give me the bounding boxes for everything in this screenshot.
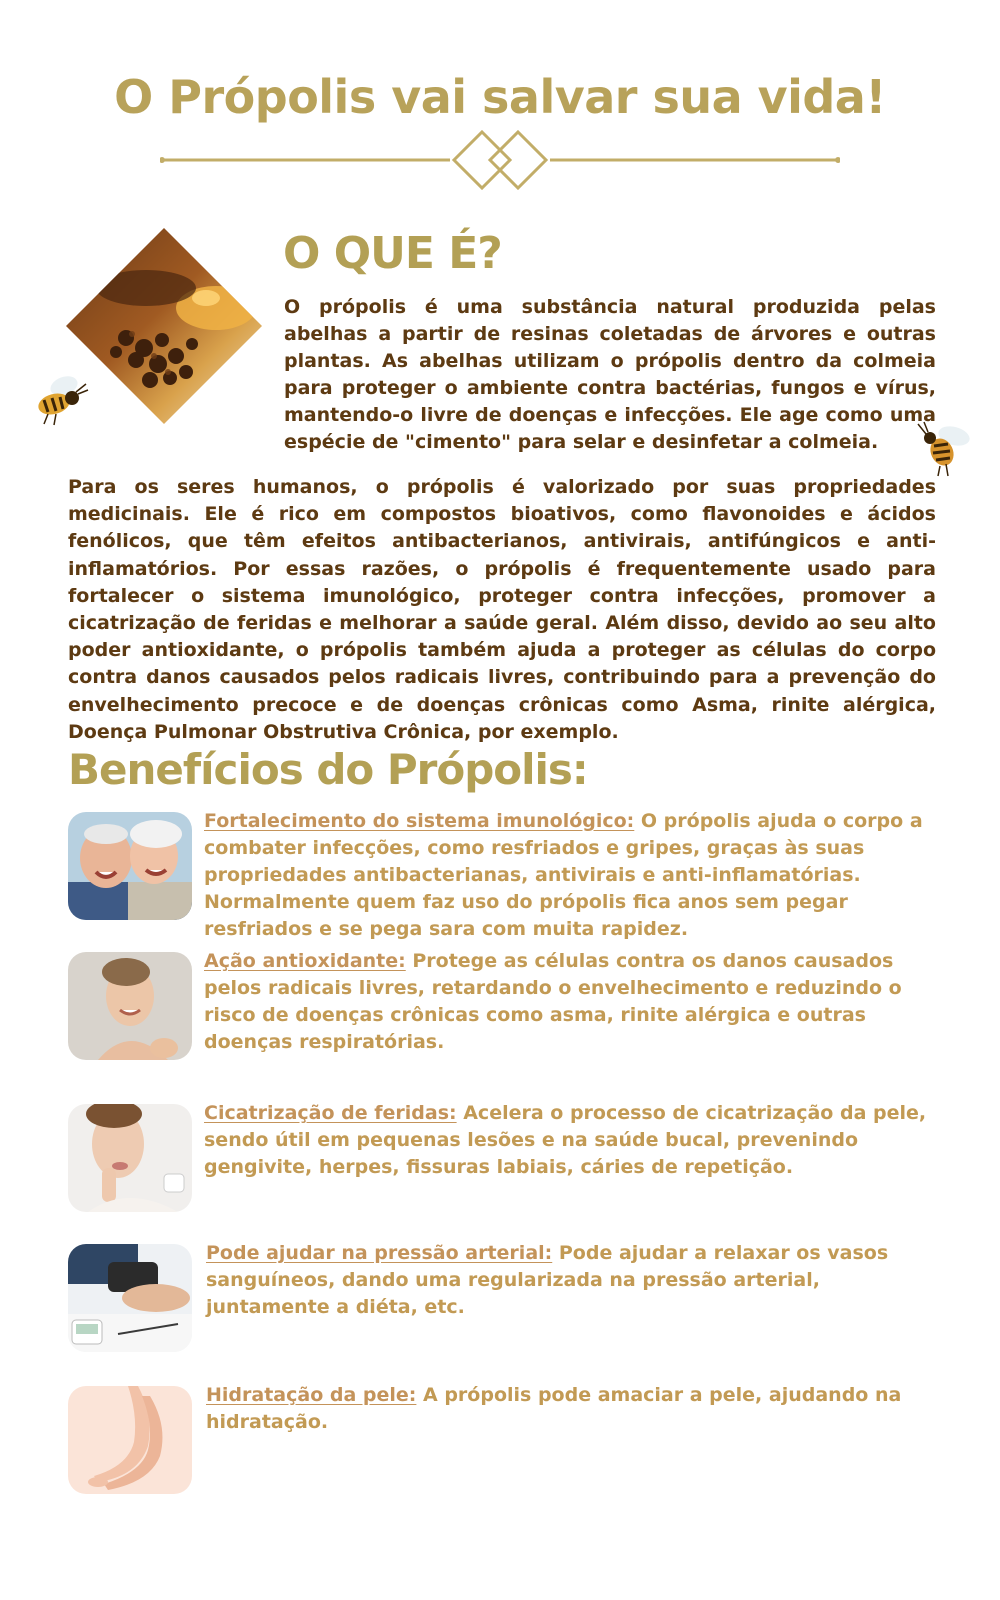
- lip-care-photo: [68, 1104, 192, 1212]
- benefit-text: [204, 948, 934, 1056]
- skin-legs-photo: [68, 1386, 192, 1494]
- benefit-title: Fortalecimento do sistema imunológico:: [204, 810, 635, 832]
- elderly-couple-photo: [68, 812, 192, 920]
- benefit-text: [204, 1100, 934, 1181]
- bee-icon: [26, 372, 92, 428]
- ornament-divider: [160, 130, 840, 190]
- section-heading-benefits: Benefícios do Própolis:: [68, 745, 588, 794]
- benefit-title: Ação antioxidante:: [204, 950, 406, 972]
- benefit-title: Cicatrização de feridas:: [204, 1102, 457, 1124]
- benefit-item-healing: [68, 1104, 948, 1214]
- benefit-text: [204, 808, 934, 943]
- body-paragraph: Para os seres humanos, o própolis é valorizado por suas propriedades medicinais. Ele é rico em compostos bioativos, como flavonoides e ácidos fenólicos, que têm efeitos antibacterianos, antivirais, antifúngicos e anti-inflamatórios. Por essas razões, o própolis é frequentemente usado para fortalecer o sistema imunológico, proteger contra infecções, promover a cicatrização de feridas e melhorar a saúde geral. Além disso, devido ao seu alto poder antioxidante, o própolis também ajuda a proteger as células do corpo contra danos causados pelos radicais livres, contribuindo para a prevenção do envelhecimento precoce e de doenças crônicas como Asma, rinite alérgica, Doença Pulmonar Obstrutiva Crônica, por exemplo.: [68, 476, 936, 743]
- benefit-title: Pode ajudar na pressão arterial:: [206, 1242, 553, 1264]
- propolis-image: [66, 228, 262, 424]
- blood-pressure-photo: [68, 1244, 192, 1352]
- benefit-description: Acelera o processo de cicatrização da pele, sendo útil em pequenas lesões e na saúde bucal, prevenindo gengivite, herpes, fissuras labiais, cáries de repetição.: [204, 1102, 927, 1178]
- benefit-item-immune: [68, 810, 948, 940]
- intro-paragraph: O própolis é uma substância natural produzida pelas abelhas a partir de resinas coletadas de árvores e outras plantas. As abelhas utilizam o própolis dentro da colmeia para proteger o ambiente contra bactérias, fungos e vírus, mantendo-o livre de doenças e infecções. Ele age como uma espécie de "cimento" para selar e desinfetar a colmeia.: [284, 296, 936, 453]
- benefit-item-blood-pressure: [68, 1244, 948, 1354]
- benefit-description: Pode ajudar a relaxar os vasos sanguíneos, dando uma regularizada na pressão arterial, juntamente a diéta, etc.: [206, 1242, 889, 1318]
- benefit-text: [206, 1240, 936, 1321]
- benefit-description: O própolis ajuda o corpo a combater infecções, como resfriados e gripes, graças às suas propriedades antibacterianas, antivirais e anti-inflamatórias. Normalmente quem faz uso do própolis fica anos sem pegar resfriados e se pega sara com muita rapidez.: [204, 810, 923, 940]
- benefit-description: A própolis pode amaciar a pele, ajudando na hidratação.: [206, 1384, 902, 1433]
- benefit-title: Hidratação da pele:: [206, 1384, 417, 1406]
- benefit-description: Protege as células contra os danos causados pelos radicais livres, retardando o envelhecimento e reduzindo o risco de doenças crônicas como asma, rinite alérgica e outras doenças respiratórias.: [204, 950, 902, 1053]
- benefit-text: [206, 1382, 936, 1436]
- benefit-item-antioxidant: [68, 952, 948, 1062]
- page-title: O Própolis vai salvar sua vida!: [114, 70, 886, 124]
- woman-skin-photo: [68, 952, 192, 1060]
- benefit-item-skin-hydration: [68, 1386, 948, 1496]
- section-heading-what-is: O QUE É?: [283, 228, 502, 279]
